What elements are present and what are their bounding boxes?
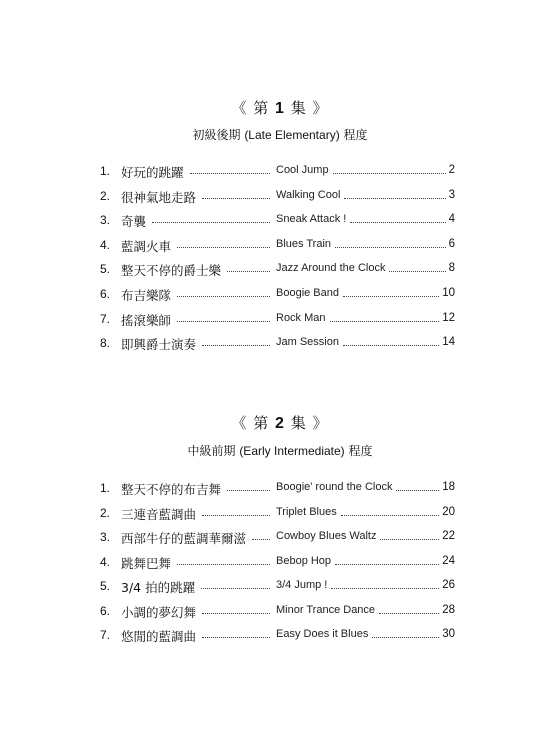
- entry-number: 7.: [100, 311, 111, 326]
- leader-dots: [252, 539, 270, 540]
- entry-number: 4.: [100, 237, 111, 252]
- entry-title-zh: 搖滾樂師: [121, 312, 172, 328]
- entry-number: 3.: [100, 213, 111, 228]
- leader-dots: [331, 588, 439, 589]
- volume-title-suffix: 集 》: [290, 99, 329, 117]
- toc-entry: [0, 212, 560, 228]
- leader-dots: [330, 321, 439, 322]
- toc-entry: [0, 261, 560, 277]
- entry-title-en: Triplet Blues: [276, 505, 337, 518]
- volume-2-level: [0, 442, 560, 459]
- entry-number: 1.: [100, 481, 111, 495]
- leader-dots: [335, 564, 439, 565]
- entry-number: 2.: [100, 188, 111, 203]
- entry-title-en: Easy Does it Blues: [276, 628, 369, 640]
- entry-title-zh: 很神氣地走路: [121, 189, 197, 205]
- leader-dots: [177, 296, 270, 297]
- entry-title-zh: 整天不停的布吉舞: [121, 482, 222, 497]
- entry-page-number: 20: [442, 505, 455, 518]
- entry-number: 4.: [100, 554, 111, 569]
- toc-entry: [0, 578, 560, 594]
- toc-entry: [0, 286, 560, 302]
- leader-dots: [227, 271, 270, 272]
- entry-title-en: Cowboy Blues Waltz: [276, 530, 377, 542]
- entry-title-zh: 藍調火車: [121, 238, 172, 254]
- leader-dots: [202, 637, 270, 638]
- leader-dots: [350, 222, 446, 223]
- entry-number: 1.: [100, 164, 111, 178]
- entry-title-zh: 三連音藍調曲: [121, 506, 197, 522]
- toc-entry: [0, 603, 560, 619]
- leader-dots: [202, 345, 270, 346]
- entry-title-zh: 即興爵士演奏: [121, 337, 197, 353]
- leader-dots: [379, 613, 439, 614]
- toc-entry: [0, 480, 560, 496]
- leader-dots: [202, 515, 270, 516]
- entry-number: 5.: [100, 262, 111, 277]
- leader-dots: [396, 490, 439, 491]
- entry-title-zh: 小調的夢幻舞: [121, 604, 197, 620]
- entry-title-zh: 悠閒的藍調曲: [121, 629, 197, 644]
- leader-dots: [343, 345, 439, 346]
- entry-title-zh: 奇襲: [121, 214, 147, 230]
- entry-page-number: 28: [442, 603, 455, 616]
- entry-title-en: 3/4 Jump !: [276, 579, 328, 591]
- entry-page-number: 8: [448, 262, 455, 275]
- entry-number: 7.: [100, 628, 111, 642]
- leader-dots: [152, 222, 270, 223]
- entry-title-zh: 好玩的跳躍: [121, 165, 184, 180]
- level-zh: 初級後期: [192, 128, 241, 142]
- leader-dots: [341, 515, 439, 516]
- entry-page-number: 6: [448, 237, 455, 250]
- entry-title-en: Blues Train: [276, 237, 332, 250]
- entry-title-zh: 西部牛仔的藍調華爾滋: [121, 531, 247, 546]
- level-suffix: 程度: [348, 444, 373, 458]
- leader-dots: [344, 198, 446, 199]
- volume-title-prefix: 《 第: [231, 414, 270, 432]
- toc-entry: [0, 505, 560, 521]
- level-zh: 中級前期: [187, 444, 236, 458]
- entry-title-en: Jazz Around the Clock: [276, 262, 386, 275]
- entry-title-en: Bebop Hop: [276, 554, 332, 567]
- entry-title-en: Minor Trance Dance: [276, 603, 376, 616]
- leader-dots: [201, 588, 270, 589]
- entry-page-number: 26: [442, 579, 455, 591]
- leader-dots: [177, 564, 270, 565]
- entry-title-zh: 跳舞巴舞: [121, 555, 172, 571]
- leader-dots: [177, 321, 270, 322]
- entry-number: 2.: [100, 505, 111, 520]
- entry-page-number: 3: [448, 188, 455, 201]
- leader-dots: [380, 539, 439, 540]
- leader-dots: [333, 173, 446, 174]
- entry-title-zh: 布吉樂隊: [121, 288, 172, 303]
- entry-title-zh: 3/4 拍的跳躍: [121, 580, 196, 595]
- entry-title-en: Sneak Attack !: [276, 213, 347, 226]
- entry-page-number: 4: [448, 213, 455, 226]
- entry-page-number: 10: [442, 287, 455, 299]
- volume-2-title: [0, 412, 560, 433]
- toc-entry: [0, 237, 560, 253]
- entry-title-en: Walking Cool: [276, 188, 341, 201]
- level-en: (Early Intermediate): [239, 444, 345, 458]
- toc-entry: [0, 163, 560, 179]
- toc-entry: [0, 554, 560, 570]
- toc-entry: [0, 188, 560, 204]
- entry-number: 5.: [100, 579, 111, 593]
- entry-title-zh: 整天不停的爵士樂: [121, 263, 222, 279]
- entry-title-en: Boogie' round the Clock: [276, 481, 393, 493]
- leader-dots: [202, 613, 270, 614]
- entry-page-number: 12: [442, 311, 455, 324]
- entry-number: 3.: [100, 530, 111, 544]
- leader-dots: [202, 198, 270, 199]
- entry-number: 6.: [100, 603, 111, 618]
- leader-dots: [389, 271, 446, 272]
- entry-title-en: Boogie Band: [276, 287, 339, 299]
- toc-entry: [0, 529, 560, 545]
- volume-1-title: [0, 97, 560, 118]
- entry-title-en: Jam Session: [276, 336, 339, 349]
- entry-page-number: 18: [442, 481, 455, 493]
- volume-title-suffix: 集 》: [290, 414, 329, 432]
- entry-page-number: 14: [442, 336, 455, 349]
- entry-page-number: 2: [448, 164, 455, 176]
- toc-entry: [0, 311, 560, 327]
- volume-title-prefix: 《 第: [231, 99, 270, 117]
- level-suffix: 程度: [343, 128, 368, 142]
- entry-title-en: Cool Jump: [276, 164, 329, 176]
- volume-1-level: [0, 126, 560, 143]
- toc-entry: [0, 335, 560, 351]
- leader-dots: [343, 296, 439, 297]
- leader-dots: [227, 490, 270, 491]
- leader-dots: [177, 247, 270, 248]
- level-en: (Late Elementary): [244, 128, 340, 142]
- leader-dots: [372, 637, 439, 638]
- volume-number: 2: [275, 415, 285, 432]
- leader-dots: [190, 173, 270, 174]
- toc-entry: [0, 627, 560, 643]
- entry-page-number: 24: [442, 554, 455, 567]
- entry-page-number: 30: [442, 628, 455, 640]
- volume-number: 1: [275, 100, 285, 117]
- leader-dots: [335, 247, 446, 248]
- entry-page-number: 22: [442, 530, 455, 542]
- entry-title-en: Rock Man: [276, 311, 326, 324]
- entry-number: 8.: [100, 336, 111, 351]
- entry-number: 6.: [100, 287, 111, 301]
